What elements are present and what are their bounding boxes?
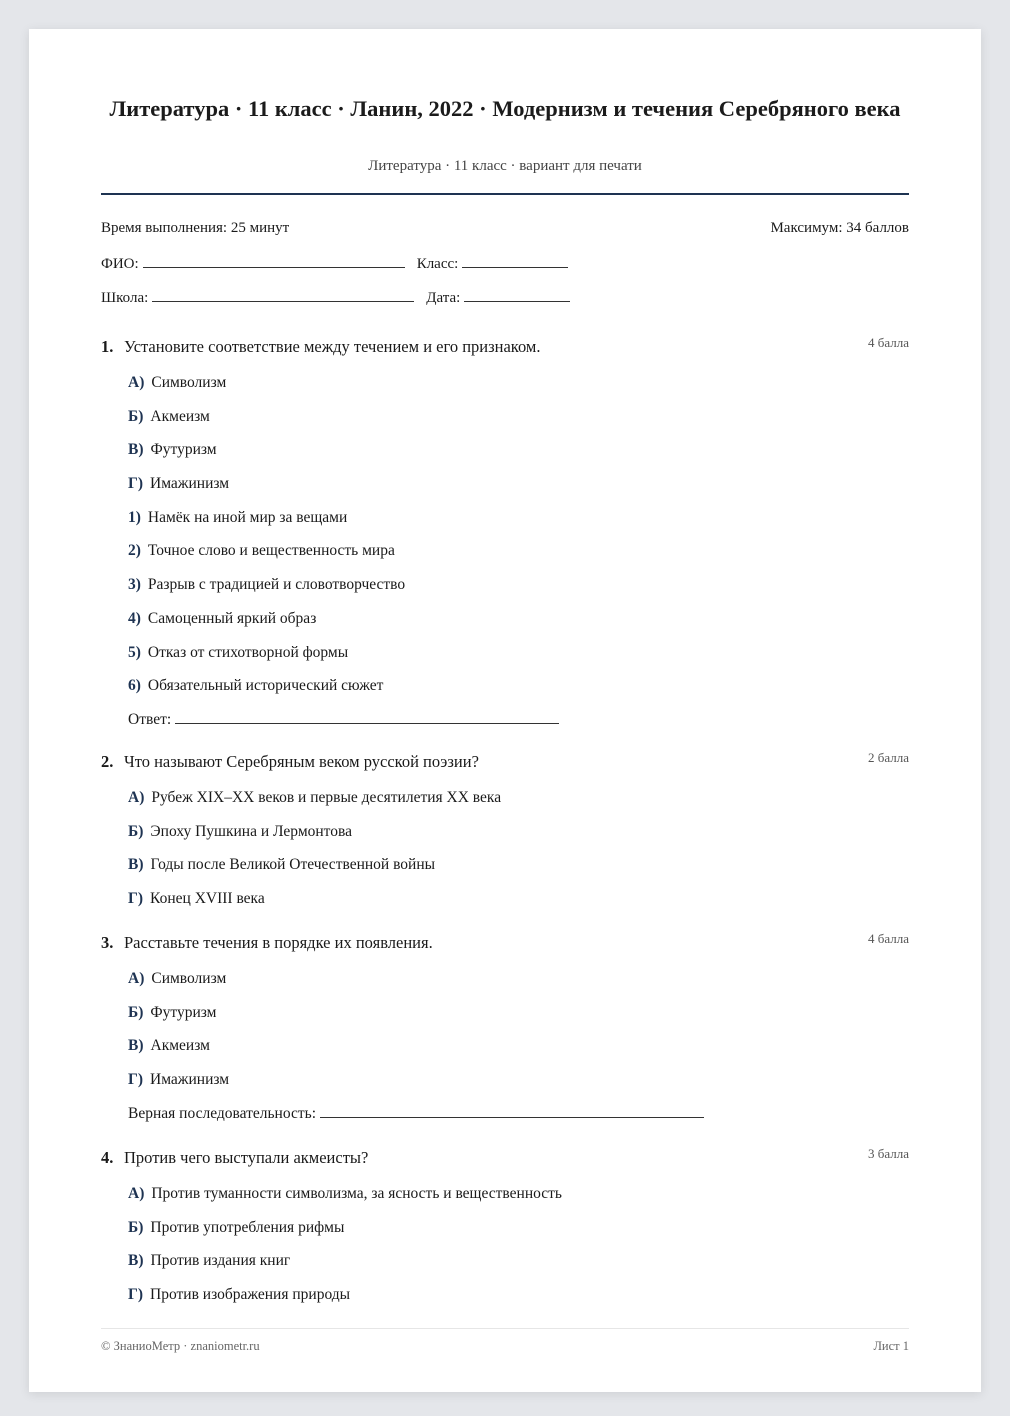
option-item <box>128 472 909 506</box>
option-label: Г) <box>128 475 144 493</box>
student-fields-row-2 <box>101 287 909 307</box>
option-item <box>128 967 909 1001</box>
option-label: Г) <box>128 1286 144 1304</box>
question-header <box>101 933 909 957</box>
match-item <box>128 573 909 607</box>
option-label: В) <box>128 856 144 874</box>
answer-input-line[interactable] <box>320 1103 704 1118</box>
option-text: Футуризм <box>150 1003 217 1021</box>
match-item <box>128 641 909 675</box>
question-number: 3. <box>101 933 114 952</box>
max-score: Максимум: 34 баллов <box>770 220 909 236</box>
option-text: Против употребления рифмы <box>150 1218 345 1236</box>
sheet-number: Лист 1 <box>873 1339 909 1353</box>
match-item <box>128 506 909 540</box>
date-input-line[interactable] <box>464 287 570 302</box>
option-text: Символизм <box>151 374 227 391</box>
option-label: 4) <box>128 609 141 627</box>
question-number: 4. <box>101 1148 114 1167</box>
option-text: Намёк на иной мир за вещами <box>147 508 348 526</box>
question-text: Что называют Серебряным веком русской поэзии? <box>124 752 479 771</box>
option-text: Эпоху Пушкина и Лермонтова <box>150 822 352 840</box>
school-input-line[interactable] <box>152 287 414 302</box>
option-text: Против туманности символизма, за ясность и вещественность <box>151 1185 562 1202</box>
option-item <box>128 1182 909 1216</box>
option-item <box>128 438 909 472</box>
answer-label: Верная последовательность: <box>128 1104 317 1122</box>
option-item <box>128 405 909 439</box>
option-text: Акмеизм <box>150 407 210 425</box>
question-points: 4 балла <box>868 931 909 946</box>
time-limit: Время выполнения: 25 минут <box>101 220 290 236</box>
option-text: Имажинизм <box>150 1071 230 1089</box>
option-label: 6) <box>128 677 141 695</box>
option-text: Против издания книг <box>150 1252 291 1270</box>
option-item <box>128 1216 909 1250</box>
page-subtitle: Литература · 11 класс · вариант для печати <box>368 158 642 174</box>
question-number: 2. <box>101 752 114 771</box>
option-label: Б) <box>128 1218 144 1236</box>
footer-divider <box>101 1328 909 1329</box>
page-title: Литература · 11 класс · Ланин, 2022 · Модернизм и течения Серебряного века <box>109 96 901 121</box>
exam-meta <box>101 220 909 237</box>
class-label: Класс: <box>416 256 459 272</box>
option-label: 1) <box>128 508 141 526</box>
date-label: Дата: <box>426 290 461 306</box>
option-label: 2) <box>128 542 141 560</box>
option-text: Имажинизм <box>150 475 230 493</box>
question-header <box>101 337 909 361</box>
school-label: Школа: <box>101 290 149 306</box>
question-header <box>101 1148 909 1172</box>
question-points: 4 балла <box>868 335 909 350</box>
question-text: Установите соответствие между течением и его признаком. <box>124 337 541 356</box>
footer-copyright: © ЗнаниоМетр · znaniometr.ru <box>101 1339 260 1353</box>
option-text: Отказ от стихотворной формы <box>147 643 349 661</box>
option-text: Точное слово и вещественность мира <box>147 542 395 560</box>
option-label: Г) <box>128 1071 144 1089</box>
answer-row <box>128 1102 909 1126</box>
option-text: Акмеизм <box>150 1037 210 1055</box>
option-text: Разрыв с традицией и словотворчество <box>147 576 406 594</box>
option-text: Самоценный яркий образ <box>147 609 317 627</box>
option-text: Годы после Великой Отечественной войны <box>150 856 436 874</box>
question-points: 2 балла <box>868 750 909 765</box>
option-label: 3) <box>128 576 141 594</box>
option-label: А) <box>128 970 145 987</box>
question-text: Расставьте течения в порядке их появления. <box>124 933 433 952</box>
match-item <box>128 539 909 573</box>
worksheet-page <box>29 29 981 1392</box>
option-text: Против изображения природы <box>150 1286 351 1304</box>
option-item <box>128 1001 909 1035</box>
question-3 <box>101 933 909 1126</box>
class-input-line[interactable] <box>462 253 568 268</box>
option-text: Футуризм <box>150 441 217 459</box>
option-label: В) <box>128 1037 144 1055</box>
answer-label: Ответ: <box>128 710 172 728</box>
question-header <box>101 752 909 776</box>
option-item <box>128 1249 909 1283</box>
option-item <box>128 1034 909 1068</box>
match-item <box>128 607 909 641</box>
option-item <box>128 1068 909 1102</box>
option-text: Символизм <box>151 970 227 987</box>
option-label: А) <box>128 374 145 391</box>
option-label: 5) <box>128 643 141 661</box>
option-item <box>128 1283 909 1317</box>
answer-input-line[interactable] <box>175 709 559 724</box>
question-2 <box>101 752 909 921</box>
question-points: 3 балла <box>868 1146 909 1161</box>
option-label: Б) <box>128 407 144 425</box>
option-item <box>128 820 909 854</box>
fio-input-line[interactable] <box>143 253 405 268</box>
option-text: Обязательный исторический сюжет <box>147 677 384 695</box>
option-text: Конец XVIII века <box>150 890 265 908</box>
question-1 <box>101 337 909 732</box>
option-label: В) <box>128 1252 144 1270</box>
header-divider <box>101 193 909 195</box>
question-4 <box>101 1148 909 1317</box>
option-label: А) <box>128 789 145 806</box>
option-item <box>128 371 909 405</box>
option-item <box>128 786 909 820</box>
fio-label: ФИО: <box>101 256 139 272</box>
option-text: Рубеж XIX–XX веков и первые десятилетия XX века <box>151 789 502 806</box>
question-number: 1. <box>101 337 114 356</box>
option-label: Г) <box>128 890 144 908</box>
page-footer <box>101 1339 909 1354</box>
answer-row <box>128 708 909 732</box>
option-label: Б) <box>128 822 144 840</box>
question-text: Против чего выступали акмеисты? <box>124 1148 369 1167</box>
option-label: Б) <box>128 1003 144 1021</box>
option-item <box>128 853 909 887</box>
option-label: А) <box>128 1185 145 1202</box>
option-item <box>128 887 909 921</box>
student-fields-row-1 <box>101 253 909 273</box>
option-label: В) <box>128 441 144 459</box>
match-item <box>128 674 909 708</box>
